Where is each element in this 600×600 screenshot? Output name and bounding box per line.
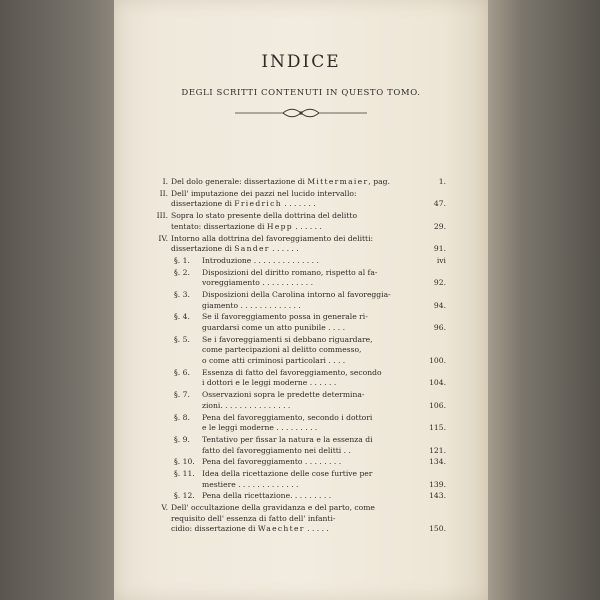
page-number: 1.: [438, 177, 446, 186]
page-number: 139.: [429, 479, 446, 489]
toc-entry-section-6: §. 6. Essenza di fatto del favoreggiamento, secondo i dottori e le leggi moderne . . . . . . 104.: [174, 367, 446, 388]
table-of-contents: [156, 177, 446, 536]
toc-entry-IV: IV. Intorno alla dottrina del favoreggiamento dei delitti: dissertazione di Sander . . . . . . 91.: [158, 233, 446, 254]
page-number: 115.: [429, 423, 446, 433]
page-number: ivi: [436, 255, 446, 265]
page-number: 100.: [429, 356, 446, 365]
toc-entry-section-9: §. 9. Tentativo per fissar la natura e la essenza di fatto del favoreggiamento nei delitti . . 121.: [174, 434, 446, 455]
scan-background-left: [0, 0, 114, 600]
toc-entry-II: II. Dell' imputazione dei pazzi nel lucido intervallo: dissertazione di Friedrich . . . . . . . 47.: [159, 188, 446, 209]
page-number: 96.: [433, 323, 446, 333]
page-number: 104.: [429, 378, 446, 388]
page-number: 91.: [433, 244, 446, 254]
toc-entry-section-12: §. 12. Pena della ricettazione. . . . . . . . . 143.: [174, 491, 446, 501]
page-number: 121.: [429, 445, 446, 455]
toc-entry-section-3: §. 3. Disposizioni della Carolina intorno al favoreggia- giamento . . . . . . . . . . . . . 94.: [174, 290, 446, 310]
toc-entry-section-4: §. 4. Se il favoreggiamento possa in generale ri- guardarsi come un atto punibile . . . . 96.: [174, 312, 446, 333]
toc-entry-section-5: §. 5. Se i favoreggiamenti si debbano riguardare, come partecipazioni al delitto commesso, o come atti criminosi particolari . . . . 100.: [174, 334, 446, 365]
toc-entry-III: III. Sopra lo stato presente della dottrina del delitto tentato: dissertazione di Hepp . . . . . . 29.: [156, 211, 446, 231]
page-subtitle: DEGLI SCRITTI CONTENUTI IN QUESTO TOMO.: [181, 88, 421, 98]
toc-entry-section-10: §. 10. Pena del favoreggiamento . . . . . . . . 134.: [174, 457, 446, 467]
page-number: 92.: [433, 278, 446, 288]
ornament-divider-icon: [231, 108, 371, 118]
page-number: 106.: [429, 400, 446, 410]
book-page: [114, 0, 488, 600]
page-number: 47.: [433, 199, 446, 209]
toc-entry-I: I. Del dolo generale: dissertazione di Mittermaier, pag. 1.: [162, 177, 446, 186]
scan-background-right: [488, 0, 600, 600]
toc-entry-section-2: §. 2. Disposizioni del diritto romano, rispetto al fa- voreggiamento . . . . . . . . . . . 92.: [174, 267, 446, 288]
page-number: 150.: [429, 524, 446, 534]
page-number: 94.: [433, 300, 446, 310]
page-number: 29.: [433, 221, 446, 231]
toc-entry-section-8: §. 8. Pena del favoreggiamento, secondo i dottori e le leggi moderne . . . . . . . . . 115.: [174, 412, 446, 433]
toc-entry-V: V. Dell' occultazione della gravidanza e del parto, come requisito dell' essenza di fatto dell' infanti- cidio: dissertazione di Waechter . . . . . 150.: [161, 503, 446, 534]
toc-entry-section-7: §. 7. Osservazioni sopra le predette determina- zioni. . . . . . . . . . . . . . . 106.: [174, 390, 446, 410]
page-number: 143.: [429, 491, 446, 501]
page-title: INDICE: [261, 52, 341, 72]
page-number: 134.: [429, 457, 446, 467]
toc-entry-section-1: §. 1. Introduzione . . . . . . . . . . . . . . ivi: [174, 255, 446, 265]
toc-entry-section-11: §. 11. Idea della ricettazione delle cose furtive per mestiere . . . . . . . . . . . . . 139.: [174, 469, 446, 489]
